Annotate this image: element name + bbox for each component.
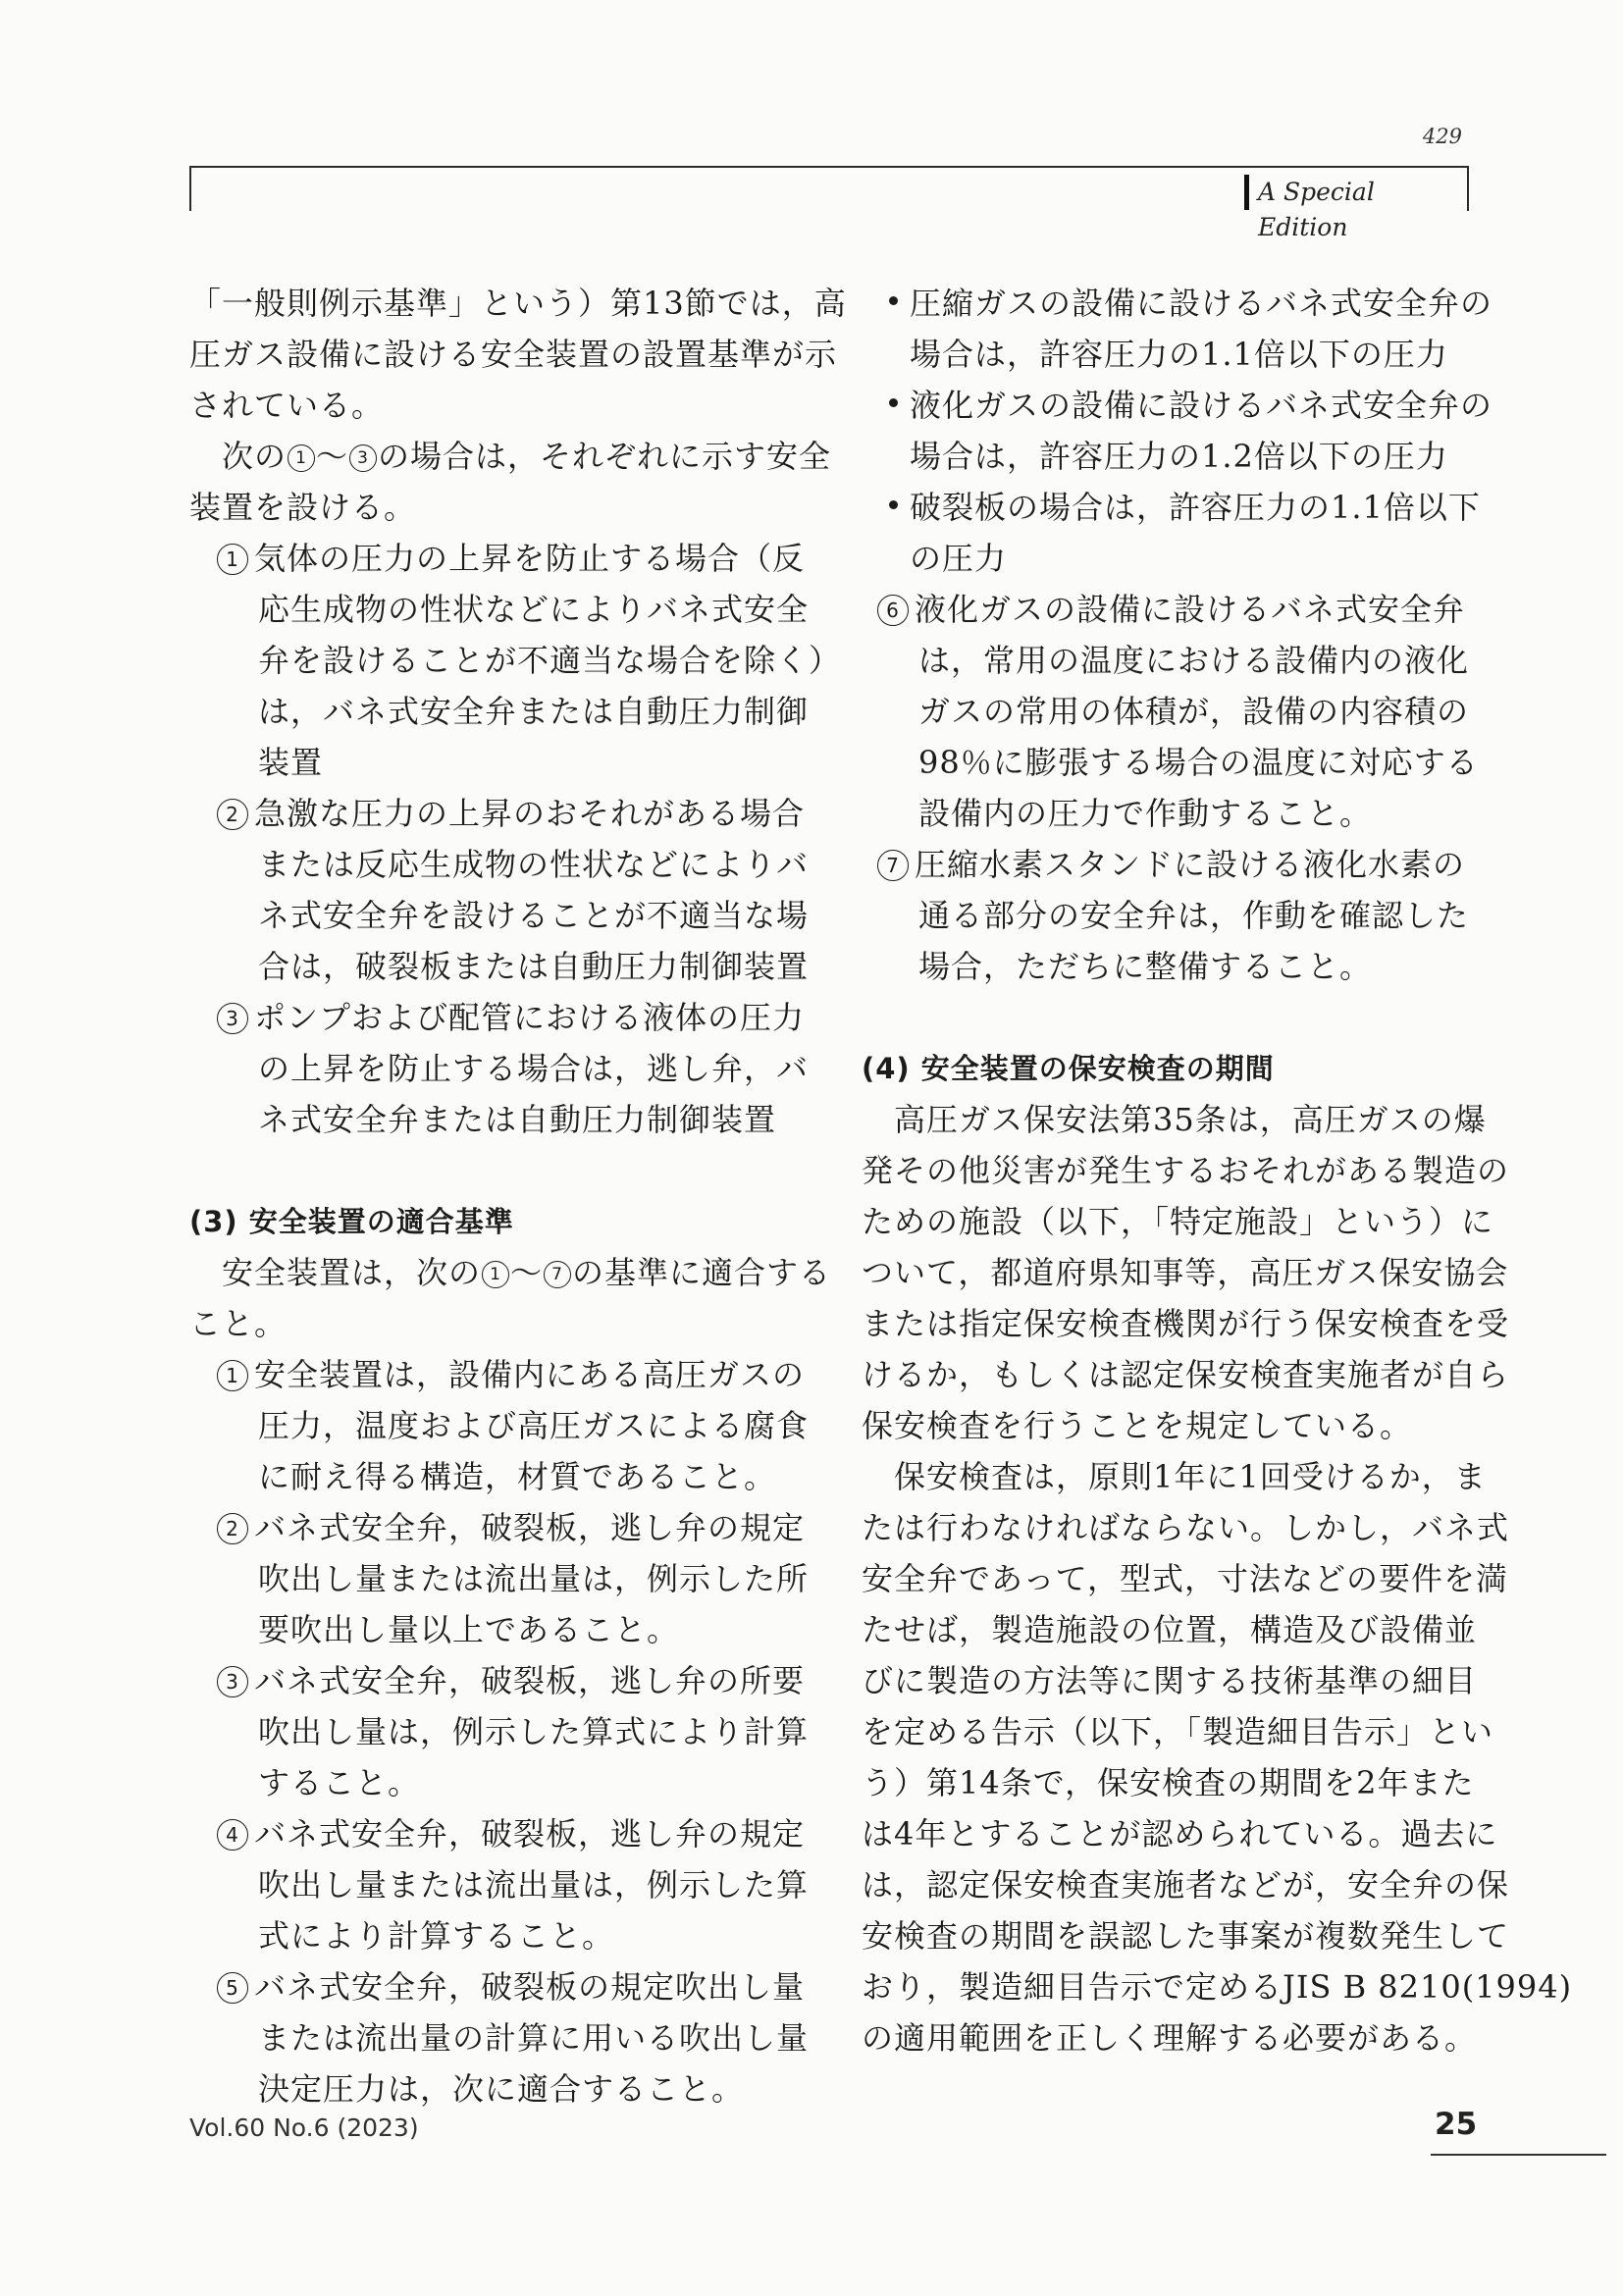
item-text: に耐え得る構造，材質であること。: [258, 1458, 777, 1495]
list-item: [189, 1961, 810, 2114]
body-line: または指定保安検査機関が行う保安検査を受: [862, 1305, 1510, 1342]
body-line: 安全弁であって，型式，寸法などの要件を満: [862, 1560, 1509, 1597]
bullet-dot-icon: [889, 500, 898, 509]
body-line: こと。: [189, 1305, 288, 1342]
bullet-text: 破裂板の場合は，許容圧力の1.1倍以下: [910, 489, 1481, 526]
body-line: 圧ガス設備に設ける安全装置の設置基準が示: [189, 336, 838, 373]
item-text: 吹出し量または流出量は，例示した算: [258, 1866, 810, 1904]
bullet-item: [862, 380, 1493, 482]
list-item: [862, 839, 1475, 992]
item-text: 液化ガスの設備に設けるバネ式安全弁: [915, 591, 1466, 628]
item-text: バネ式安全弁，破裂板，逃し弁の規定: [254, 1509, 806, 1546]
item-text: ネ式安全弁を設けることが不適当な場: [258, 897, 810, 934]
item-text: すること。: [258, 1764, 421, 1801]
body-line: 次の 1 〜 3 の場合は，それぞれに示す安全: [189, 438, 832, 475]
circled-number: 7: [544, 1261, 571, 1288]
body-line: けるか，もしくは認定保安検査実施者が自ら: [862, 1356, 1510, 1393]
footer-page-number: 25: [1435, 2107, 1478, 2142]
circled-number: 1: [482, 1261, 509, 1288]
body-line: 装置を設ける。: [189, 489, 417, 526]
item-text: または反応生成物の性状などによりバ: [258, 846, 810, 883]
body-line: びに製造の方法等に関する技術基準の細目: [862, 1662, 1478, 1699]
item-text: 圧力，温度および高圧ガスによる腐食: [258, 1407, 810, 1444]
bullet-item: [862, 482, 1481, 584]
item-text: 決定圧力は，次に適合すること。: [258, 2070, 745, 2108]
item-text: ポンプおよび配管における液体の圧力: [254, 999, 806, 1036]
header-edition-bar: [1244, 175, 1249, 210]
bullet-text: 場合は，許容圧力の1.1倍以下の圧力: [910, 336, 1448, 373]
body-line: は，認定保安検査実施者などが，安全弁の保: [862, 1866, 1510, 1904]
section-heading: (4) 安全装置の保安検査の期間: [862, 1052, 1275, 1085]
body-line: おり，製造細目告示で定めるJIS B 8210(1994): [862, 1968, 1573, 2006]
item-number: 7: [877, 850, 909, 881]
bullet-dot-icon: [889, 296, 898, 305]
item-text: 応生成物の性状などによりバネ式安全: [258, 591, 810, 628]
body-line: ための施設（以下，「特定施設」という）に: [862, 1203, 1494, 1240]
item-text: 式により計算すること。: [258, 1917, 615, 1955]
left-column: [189, 278, 847, 2114]
body-line: 安検査の期間を誤認した事案が複数発生して: [862, 1917, 1510, 1955]
list-item: [189, 1655, 810, 1808]
right-column: [862, 278, 1573, 2063]
item-text: バネ式安全弁，破裂板，逃し弁の規定: [254, 1815, 806, 1852]
body-line: たは行わなければならない。しかし，バネ式: [862, 1509, 1510, 1546]
item-text: の上昇を防止する場合は，逃し弁，バ: [258, 1050, 810, 1087]
list-item: [189, 1502, 810, 1655]
condition-list: [189, 533, 842, 1145]
circled-number: 1: [288, 444, 315, 472]
criteria-list: [189, 1349, 810, 2114]
paragraph: [862, 1094, 1510, 1451]
item-text: 安全装置は，設備内にある高圧ガスの: [254, 1356, 806, 1393]
bullet-item: [862, 278, 1493, 380]
item-text: 場合，ただちに整備すること。: [918, 948, 1373, 985]
item-text: 急激な圧力の上昇のおそれがある場合: [254, 795, 806, 832]
header-page-number: 429: [1422, 125, 1462, 148]
item-number: 4: [217, 1819, 248, 1851]
item-number: 2: [217, 799, 248, 830]
item-number: 2: [217, 1513, 248, 1544]
header-rule: [189, 166, 1469, 168]
item-text: または流出量の計算に用いる吹出し量: [258, 2019, 810, 2057]
header-rule-right-tick: [1467, 166, 1469, 211]
list-item: [189, 533, 842, 788]
body-line: は4年とすることが認められている。過去に: [862, 1815, 1498, 1852]
body-line: 高圧ガス保安法第35条は，高圧ガスの爆: [862, 1101, 1487, 1138]
body-line: たせば，製造施設の位置，構造及び設備並: [862, 1611, 1478, 1648]
item-number: 1: [217, 1360, 248, 1391]
bullet-text: の圧力: [910, 540, 1008, 577]
item-text: バネ式安全弁，破裂板，逃し弁の所要: [254, 1662, 806, 1699]
bullet-text: 圧縮ガスの設備に設けるバネ式安全弁の: [910, 285, 1493, 322]
item-text: 合は，破裂板または自動圧力制御装置: [258, 948, 810, 985]
item-text: ガスの常用の体積が，設備の内容積の: [918, 693, 1470, 730]
body-line: 保安検査は，原則1年に1回受けるか，ま: [862, 1458, 1487, 1495]
criteria-list-continued: [862, 584, 1479, 992]
item-number: 3: [217, 1666, 248, 1697]
list-item: [189, 992, 810, 1145]
body-line: ついて，都道府県知事等，高圧ガス保安協会: [862, 1254, 1509, 1291]
body-line: 発その他災害が発生するおそれがある製造の: [862, 1152, 1510, 1189]
pressure-bullet-list: [862, 278, 1493, 584]
body-line: 「一般則例示基準」という）第13節では，高: [189, 285, 847, 322]
item-text: 98％に膨張する場合の温度に対応する: [918, 744, 1479, 781]
item-number: 6: [877, 595, 909, 626]
item-text: ネ式安全弁または自動圧力制御装置: [258, 1101, 777, 1138]
item-text: 吹出し量は，例示した算式により計算: [258, 1713, 810, 1750]
item-text: 装置: [258, 744, 324, 781]
body-line: されている。: [189, 387, 385, 424]
item-text: 設備内の圧力で作動すること。: [918, 795, 1373, 832]
list-item: [189, 1349, 810, 1502]
body-line: の適用範囲を正しく理解する必要がある。: [862, 2019, 1478, 2057]
footer-journal-issue: Vol.60 No.6 (2023): [189, 2113, 419, 2142]
item-text: は，常用の温度における設備内の液化: [918, 642, 1470, 679]
list-item: [189, 1808, 810, 1961]
body-line: 保安検査を行うことを規定している。: [862, 1407, 1413, 1444]
bullet-text: 場合は，許容圧力の1.2倍以下の圧力: [910, 438, 1448, 475]
item-text: 圧縮水素スタンドに設ける液化水素の: [915, 846, 1466, 883]
body-line: う）第14条で，保安検査の期間を2年また: [862, 1764, 1475, 1801]
item-text: 吹出し量または流出量は，例示した所: [258, 1560, 810, 1597]
paragraph: [862, 1451, 1573, 2063]
header-rule-left-tick: [189, 166, 191, 211]
item-text: 弁を設けることが不適当な場合を除く）: [258, 642, 842, 679]
list-item: [189, 788, 810, 992]
header-edition-label: A Special Edition: [1258, 178, 1375, 241]
item-text: バネ式安全弁，破裂板の規定吹出し量: [254, 1968, 806, 2006]
body-line: 安全装置は，次の 1 〜 7 の基準に適合する: [189, 1254, 832, 1291]
list-item: [862, 584, 1479, 839]
item-number: 1: [217, 544, 248, 575]
section-heading: (3) 安全装置の適合基準: [189, 1205, 514, 1238]
circled-number: 3: [349, 444, 377, 472]
item-text: 気体の圧力の上昇を防止する場合（反: [254, 540, 806, 577]
bullet-dot-icon: [889, 398, 898, 407]
item-text: 通る部分の安全弁は，作動を確認した: [918, 897, 1470, 934]
bullet-text: 液化ガスの設備に設けるバネ式安全弁の: [910, 387, 1493, 424]
item-number: 3: [217, 1003, 248, 1034]
body-line: を定める告示（以下，「製造細目告示」とい: [862, 1713, 1494, 1750]
footer-rule: [1431, 2154, 1606, 2156]
item-text: は，バネ式安全弁または自動圧力制御: [258, 693, 810, 730]
item-number: 5: [217, 1972, 248, 2004]
item-text: 要吹出し量以上であること。: [258, 1611, 680, 1648]
